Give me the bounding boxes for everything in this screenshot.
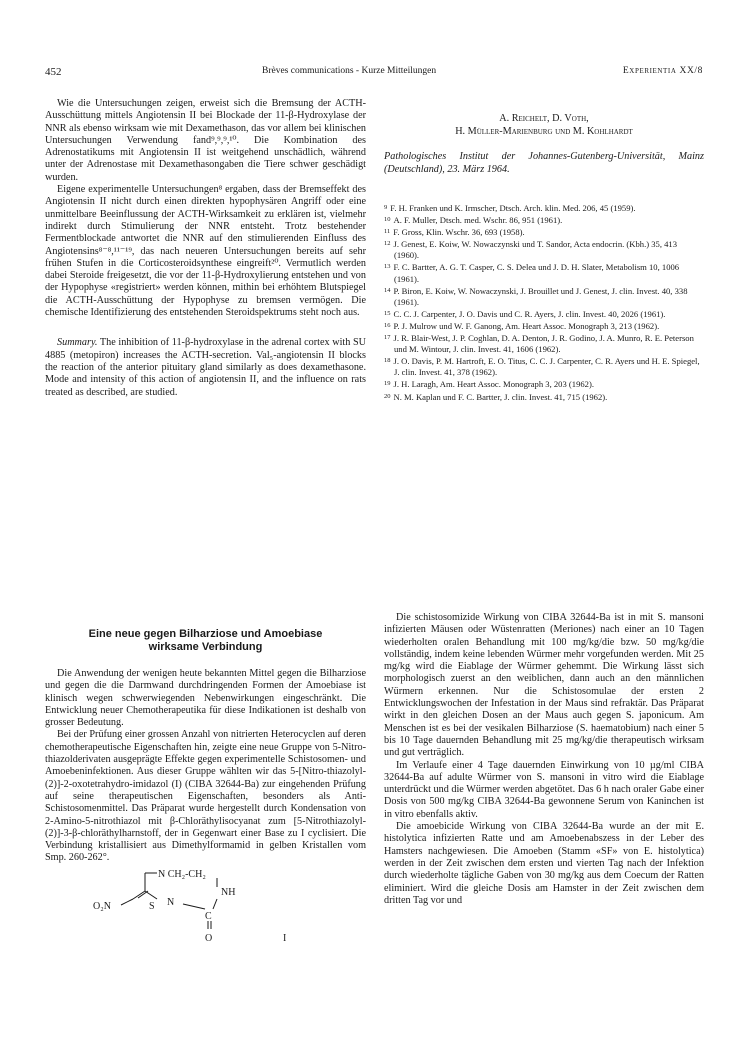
article1-summary [45,337,366,398]
reference-text: A. F. Muller, Dtsch. med. Wschr. 86, 951 (1961). [393,215,563,226]
summary-text: The inhibition of 11-β-hydroxylase in the adrenal cortex with SU 4885 (metopiron) increases the ACTH-secretion. Val₅-angiotensin II blocks the reaction of the anterior pituitary gland similarly as does dexamethasone. Mode and intensity of this action of angiotensin II, and the influence on rats treated as described, are studied. [45,337,366,398]
reference-number: 16 [384,321,391,329]
reference-item [384,261,704,284]
article2-right-column [384,612,704,907]
formula-nh: NH [221,886,236,898]
page-number: 452 [45,66,62,78]
reference-text: P. J. Mulrow und W. F. Ganong, Am. Heart Assoc. Monograph 3, 213 (1962). [393,320,660,331]
formula-o2n: O₂N [93,900,111,912]
reference-number: 20 [384,392,391,400]
summary-label: Summary. [57,337,98,349]
reference-text: J. Genest, E. Koiw, W. Nowaczynski und T. Sandor, Acta endocrin. (Kbh.) 35, 413 (1960). [393,239,678,261]
reference-number: 17 [384,334,391,342]
reference-list [384,202,704,403]
article1-right-column [384,98,704,411]
reference-item [384,308,704,320]
formula-label: I [283,932,287,944]
formula-o: O [205,932,213,944]
reference-text: F. Gross, Klin. Wschr. 36, 693 (1958). [393,227,525,238]
reference-text: J. H. Laragh, Am. Heart Assoc. Monograph 3, 203 (1962). [393,379,594,390]
reference-text: N. M. Kaplan und F. C. Bartter, J. clin. Invest. 41, 715 (1962). [393,391,608,402]
affiliation: Pathologisches Institut der Johannes-Gutenberg-Universität, Mainz (Deutschland), 23. März 1964. [384,151,704,175]
article2-right-paragraph-3: Die amoebicide Wirkung von CIBA 32644-Ba wurde an der mit E. histolytica infizierten Ratte und am Amoebenabszess in der Leber des Hamsters nachgewiesen. Die Amoeben (Stamm «SF» von E. histolytica) werden in der Zeit zwischen dem ersten und vierten Tag nach der Infektion durch wiederholte tägliche Gaben von 30 mg/kg aus dem Coecum der Ratten eliminiert. Wird die gleiche Dosis am Hamster in der Zeit zwischen dem dritten Tag vor und [384,821,704,906]
article2-paragraph-1: Die Anwendung der wenigen heute bekannten Mittel gegen die Bilharziose und gegen die die Darmwand durchdringenden Formen der Amoebiase ist klinisch wegen schwerwiegenden Nebenwirkungen eingeschränkt. Die Entwicklung neuer Chemotherapeutika für diese Indikationen ist deshalb von grosser Bedeutung. [45,668,366,729]
article2-paragraph-2: Bei der Prüfung einer grossen Anzahl von nitrierten Heterocyclen auf deren chemotherapeutische Eigenschaften hin, zeigte eine neue Gruppe von 5-Nitro-thiazolderivaten ausgeprägte Effekte gegen experimentelle Schistosomen- und Amoebeninfektionen. Aus dieser Gruppe wählten wir das 5-[Nitro-thiazolyl-(2)]-2-oxotetrahydro-imidazol (I) (CIBA 32644-Ba) zur eingehenden Prüfung auf seine therapeutischen Eigenschaften, besonders als Anti-Schistosomenmittel. Das Präparat wurde hergestellt durch Kondensation von 2-Amino-5-nitrothiazol mit β-Chloräthylisocyanat zum [5-Nitrothiazolyl-(2)]-3-β-chloräthylharnstoff, der in Gegenwart einer Base zu I cyclisiert. Die Verbindung kristallisiert aus Dimethylformamid in gelben Kristallen vom Smp. 260-262°. [45,729,366,864]
reference-text: J. R. Blair-West, J. P. Coghlan, D. A. Denton, J. R. Godino, J. A. Munro, R. E. Peterson und M. Wintour, J. clin. Invest. 41, 1606 (1962). [393,333,694,355]
reference-item [384,378,704,390]
article1-left-column [45,98,366,399]
reference-number: 9 [384,204,388,211]
reference-number: 19 [384,380,391,388]
reference-item [384,391,704,403]
authors [384,112,704,138]
reference-number: 18 [384,357,391,365]
reference-number: 12 [384,240,391,248]
authors-line-2: H. Müller-Marienburg und M. Kohlhardt [455,126,633,137]
article2-right-paragraph-1: Die schistosomizide Wirkung von CIBA 32644-Ba ist in mit S. mansoni infizierten Mäusen oder Wüstenratten (Meriones) nach einer an 10 Tagen wiederholten oralen Behandlung mit 100 mg/kg/die bzw. 50 mg/kg/die vollständig, indem keine lebenden Würmer mehr vorgefunden werden. Mit 25 mg/kg wird die Eiablage der Würmer gehemmt. Die Wirkung lässt sich morphologisch zuerst an den weiblichen, dann auch an den männlichen Würmern erkennen. Nur die Schistosomulae der ersten 2 Entwicklungswochen der Infestation in der Maus sind refraktär. Das Präparat wirkt in den gleichen Dosen an der Maus auch gegen S. japonicum. Am Menschen ist es bei der vesikalen Bilharziose (S. haematobium) nach einer 5 bis 10 Tage dauernden Behandlung mit 25 mg/kg/die therapeutisch wirksam und gut verträglich. [384,612,704,759]
reference-number: 14 [384,286,391,294]
reference-item [384,214,704,226]
reference-item [384,320,704,332]
reference-item [384,226,704,238]
running-header: Brèves communications - Kurze Mitteilungen [262,66,437,76]
formula-n-ch2: N CH₂-CH₂ [158,868,206,880]
reference-item [384,355,704,378]
article2-title-line-2: wirksame Verbindung [148,641,263,653]
reference-item [384,238,704,261]
reference-item [384,332,704,355]
article2-title-line-1: Eine neue gegen Bilharziose und Amoebiase [88,628,323,640]
reference-text: J. O. Davis, P. M. Hartroft, E. O. Titus, C. C. J. Carpenter, C. R. Ayers und H. E. Spiegel, J. clin. Invest. 41, 378 (1962). [393,356,700,378]
reference-number: 10 [384,216,391,224]
article2-right-paragraph-2: Im Verlaufe einer 4 Tage dauernden Einwirkung von 10 µg/ml CIBA 32644-Ba auf adulte Würmer von S. mansoni in vitro wird die Eiablage unterdrückt und die Würmer werden abgetötet. Das 6 h nach oraler Gabe einer Dosis von 500 mg/kg CIBA 32644-Ba gewonnene Serum von Kaninchen ist in vitro ebenfalls aktiv. [384,759,704,820]
article1-paragraph-2: Eigene experimentelle Untersuchungen⁸ ergaben, dass der Bremseffekt des Angiotensin II nicht durch einen direkten hypophysären Angriff oder eine unmittelbare Beeinflussung der ACTH-Wirksamkeit zu erklären ist, vielmehr indirekt durch Stimulierung der NNR entsteht. Trotz bestehender Fermentblockade antwortet die NNR auf den stimulierenden Einfluss des Angiotensins⁸⁻⁸,¹¹⁻¹⁹, das nach neueren Untersuchungen bereits auf sehr frühen Stufen in die Corticosteroidsynthese eingreift²⁰. Vermutlich werden dabei Steroide freigesetzt, die vor der 11-β-Hydroxylierung entstehen und von der Hypophyse «registriert» werden können, mithin bei erhöhtem Blutspiegel die ACTH-Ausschüttung der Hypophyse zu bremsen vermögen. Die chemische Identifizierung des entstehenden Steroidspektrums steht noch aus. [45,184,366,319]
article2-left-column [45,628,366,947]
article1-paragraph-1: Wie die Untersuchungen zeigen, erweist sich die Bremsung der ACTH-Ausschüttung mittels Angiotensin II bei Blockade der 11-β-Hydroxylase der NNR als ebenso wirksam wie mit Dexamethason, das vor allem bei klinischen Untersuchungen Verwendung fand⁹,⁹,⁹,¹⁰. Die Kombination des Adrenostatikums mit Angiotensin II ist weitgehend unschädlich, während unter der Adrenostase mit Dexamethasongaben die Tiere schwer geschädigt wurden. [45,98,366,183]
article2-title [45,628,366,654]
reference-text: F. H. Franken und K. Irmscher, Dtsch. Arch. klin. Med. 206, 45 (1959). [390,203,636,213]
reference-text: C. C. J. Carpenter, J. O. Davis und C. R. Ayers, J. clin. Invest. 40, 2026 (1961). [393,308,666,319]
formula-s: S [149,900,155,912]
reference-item [384,202,704,214]
reference-number: 15 [384,309,391,317]
reference-number: 11 [384,228,391,236]
formula-c: C [205,910,212,922]
authors-line-1: A. Reichelt, D. Voth, [499,113,589,124]
reference-number: 13 [384,263,391,271]
journal-issue: Experientia XX/8 [622,66,703,76]
reference-text: F. C. Bartter, A. G. T. Casper, C. S. Delea und J. D. H. Slater, Metabolism 10, 1006 (1961). [393,262,680,284]
reference-text: P. Biron, E. Koiw, W. Nowaczynski, J. Brouillet und J. Genest, J. clin. Invest. 40, 338 (1961). [393,285,688,307]
reference-item [384,285,704,308]
formula-drawing [45,869,366,947]
formula-n: N [167,896,175,908]
structural-formula [45,869,366,947]
